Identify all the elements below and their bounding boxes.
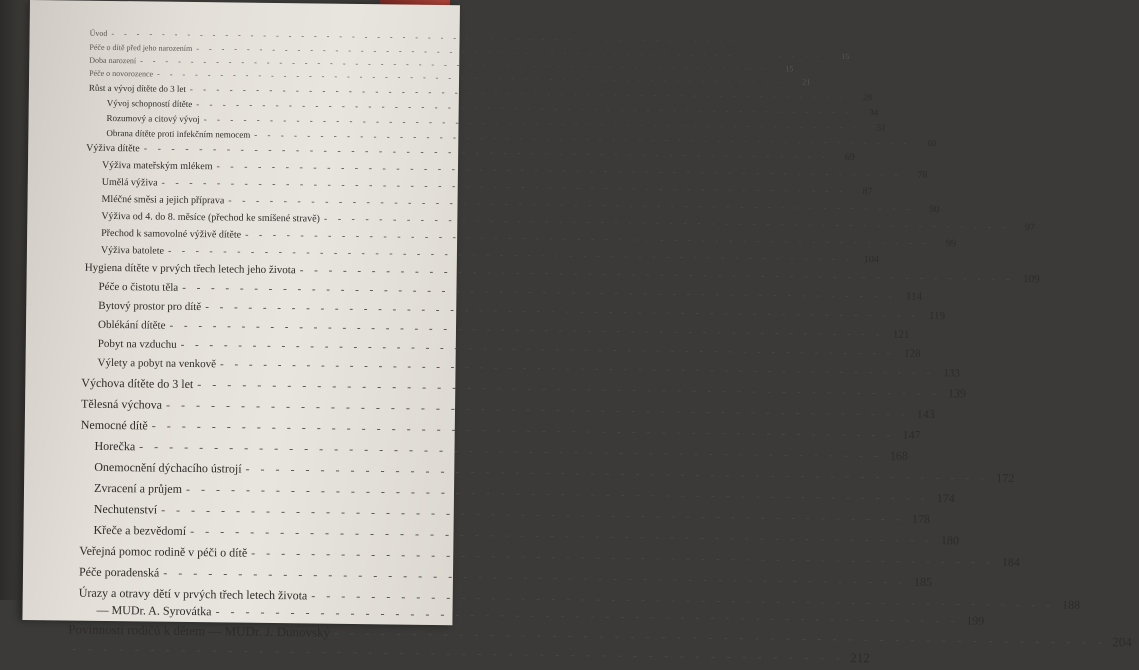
toc-page-number: 168 — [886, 448, 908, 463]
toc-leader-dots — [163, 566, 906, 590]
toc-leader-dots — [182, 282, 896, 303]
toc-leader-dots — [197, 377, 940, 401]
toc-entry — [89, 43, 339, 55]
toc-page-number: 78 — [905, 170, 927, 181]
toc-page-number: 60 — [914, 138, 936, 148]
toc-entry — [68, 641, 450, 662]
toc-entry-title: Hygiena dítěte v prvých třech letech jeho života — [85, 262, 296, 277]
toc-entry-title: Nechutenství — [94, 502, 158, 518]
toc-leader-dots — [168, 246, 853, 265]
toc-entry — [79, 565, 449, 585]
toc-entry-title: — MUDr. A. Syrovátka — [96, 603, 211, 619]
toc-entry-title: Přechod k samovolné výživě dítěte — [101, 228, 241, 241]
toc-entry-title: Zvracení a průjem — [94, 481, 182, 497]
toc-entry — [89, 69, 369, 81]
table-of-contents — [70, 28, 470, 33]
toc-leader-dots — [245, 462, 988, 486]
toc-entry-title: Výživa od 4. do 8. měsíce (přechod ke smíšené stravě) — [101, 211, 320, 225]
toc-leader-dots — [324, 214, 1009, 233]
toc-entry — [102, 160, 423, 175]
toc-entry-title: Výlety a pobyt na venkově — [97, 357, 216, 370]
toc-entry — [79, 544, 447, 563]
toc-leader-dots — [139, 439, 882, 463]
book-page — [22, 0, 460, 625]
toc-entry-title: Povinnosti rodičů k dětem — MUDr. J. Dunovský — [68, 622, 330, 641]
toc-entry — [96, 603, 450, 622]
toc-entry — [94, 439, 438, 458]
toc-entry-title: Doba narození — [89, 56, 136, 66]
toc-page-number: 188 — [1058, 598, 1080, 613]
toc-entry — [94, 502, 444, 521]
toc-entry-title: Péče o dítě před jeho narozením — [89, 43, 192, 53]
toc-entry — [94, 460, 440, 479]
toc-entry-title: Péče o novorozence — [89, 69, 153, 79]
toc-entry-title: Onemocnění dýchacího ústrojí — [94, 460, 241, 477]
toc-page-number: 51 — [864, 122, 886, 132]
toc-leader-dots — [181, 339, 895, 360]
toc-entry — [101, 228, 431, 243]
toc-entry — [102, 194, 428, 209]
toc-entry-title: Výživa batolete — [101, 245, 164, 257]
toc-page-number: 90 — [917, 204, 939, 215]
toc-entry — [81, 376, 431, 395]
toc-page-number: 147 — [898, 428, 920, 443]
toc-page-number: 133 — [938, 367, 960, 379]
toc-leader-dots — [152, 419, 895, 443]
toc-page-number: 121 — [887, 329, 909, 341]
toc-page-number: 174 — [933, 491, 955, 506]
toc-leader-dots — [186, 482, 929, 506]
toc-entry-title: Tělesná výchova — [81, 397, 162, 413]
toc-entry — [102, 177, 426, 192]
toc-page-number: 128 — [898, 348, 920, 360]
toc-entry-title: Vývoj schopností dítěte — [107, 98, 193, 109]
toc-page-number: 119 — [923, 310, 945, 322]
toc-entry-title: Úvod — [90, 29, 108, 38]
toc-page-number: 184 — [998, 555, 1020, 570]
toc-entry — [81, 397, 435, 416]
toc-page-number: 104 — [857, 254, 879, 265]
toc-leader-dots — [144, 143, 829, 162]
toc-entry — [101, 245, 433, 260]
toc-leader-dots — [251, 546, 994, 570]
toc-page-number: 180 — [937, 533, 959, 548]
toc-entry — [93, 523, 445, 542]
toc-page-number: 143 — [913, 407, 935, 422]
toc-page-number: 178 — [908, 512, 930, 527]
toc-page-number: 15 — [771, 64, 793, 73]
toc-leader-dots — [166, 398, 909, 422]
toc-entry — [81, 418, 437, 437]
toc-leader-dots — [216, 161, 901, 180]
toc-page-number: 185 — [910, 575, 932, 590]
toc-page-number: 69 — [833, 152, 855, 163]
toc-page-number: 139 — [944, 386, 966, 401]
toc-leader-dots — [190, 524, 933, 548]
toc-entry-title: Křeče a bezvědomí — [93, 523, 186, 539]
toc-entry — [107, 113, 399, 127]
toc-entry-title: Výchova dítěte do 3 let — [81, 376, 193, 392]
toc-entry-title: Úrazy a otravy dětí v prvých třech letech života — [79, 586, 308, 604]
toc-page-number: 109 — [1018, 273, 1040, 285]
toc-leader-dots — [245, 230, 930, 249]
toc-entry — [101, 211, 429, 226]
toc-page-number: 34 — [856, 107, 878, 117]
toc-entry — [106, 128, 408, 142]
toc-entry-title: Bytový prostor pro dítě — [98, 300, 201, 313]
toc-entry — [97, 357, 431, 373]
toc-page-number: 99 — [934, 238, 956, 249]
toc-entry-title: Obrana dítěte proti infekčním nemocem — [106, 128, 250, 140]
toc-leader-dots — [161, 503, 904, 527]
toc-page-number: 28 — [850, 92, 872, 102]
toc-entry-title: Veřejná pomoc rodině v péči o dítě — [79, 544, 247, 561]
toc-entry-title: Výživa dítěte — [86, 143, 140, 155]
toc-leader-dots — [169, 320, 883, 341]
toc-entry — [68, 622, 450, 643]
toc-leader-dots — [300, 264, 1014, 285]
toc-entry — [98, 338, 432, 354]
toc-entry — [79, 586, 451, 606]
toc-entry-title: Růst a vývoj dítěte do 3 let — [89, 83, 186, 94]
toc-leader-dots — [205, 301, 919, 322]
toc-entry-title: Umělá výživa — [102, 177, 158, 189]
toc-entry-title: Pobyt na vzduchu — [98, 338, 177, 351]
toc-entry — [85, 262, 433, 278]
toc-entry — [90, 29, 310, 41]
toc-entry-title: Péče o čistotu těla — [98, 281, 178, 294]
toc-entry-title: Horečka — [94, 439, 135, 454]
toc-entry — [98, 319, 432, 335]
toc-page-number: 21 — [788, 77, 810, 86]
toc-page-number: 212 — [848, 650, 870, 666]
toc-page-number: 114 — [900, 291, 922, 303]
toc-entry — [107, 98, 389, 111]
toc-entry-title: Oblékání dítěte — [98, 319, 166, 332]
toc-page-number: 97 — [1013, 222, 1035, 233]
toc-leader-dots — [162, 178, 847, 197]
toc-entry-title: Péče poradenská — [79, 565, 159, 581]
toc-entry-title: Mléčné směsi a jejich příprava — [102, 194, 225, 206]
toc-entry-title: Nemocné dítě — [81, 418, 148, 434]
toc-page-number: 87 — [850, 186, 872, 197]
toc-page-number: 172 — [992, 471, 1014, 486]
toc-entry — [98, 300, 432, 316]
toc-entry — [94, 481, 442, 500]
toc-entry — [89, 83, 379, 97]
toc-leader-dots — [228, 195, 913, 214]
toc-entry-title: Rozumový a citový vývoj — [107, 113, 200, 124]
toc-page-number: 199 — [962, 613, 984, 628]
toc-entry — [86, 143, 418, 158]
toc-page-number: 204 — [1110, 634, 1132, 650]
toc-entry — [98, 281, 432, 297]
toc-page-number: 15 — [827, 52, 849, 61]
toc-entry — [89, 56, 354, 68]
toc-entry-title: Výživa mateřským mlékem — [102, 160, 213, 172]
toc-leader-dots — [220, 358, 934, 379]
